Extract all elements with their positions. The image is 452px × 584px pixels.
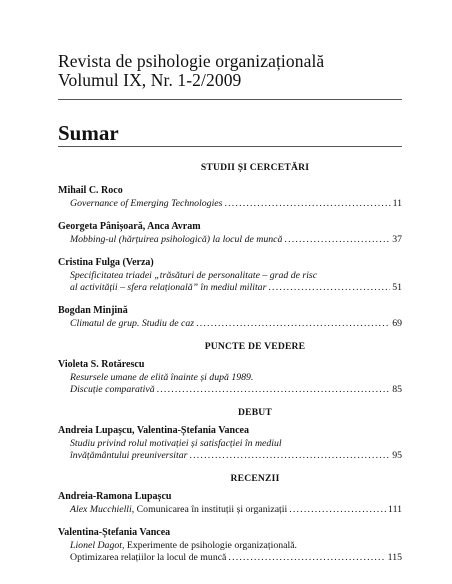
entry-title-last-line	[70, 318, 402, 330]
entry-title-text: al activității – sfera relațională” în mediul militar	[70, 282, 267, 293]
dot-leader	[289, 504, 386, 516]
section-title: DEBUT	[237, 407, 273, 418]
table-of-contents	[58, 162, 402, 575]
entry-title-italic: Alex Mucchielli,	[70, 504, 135, 515]
toc-entry	[58, 305, 402, 330]
dot-leader	[224, 198, 390, 210]
entry-author: Violeta S. Rotărescu	[58, 359, 145, 370]
entry-title-plain: Comunicarea în instituții și organizații	[134, 504, 288, 515]
toc-entry	[58, 491, 402, 516]
entry-title-line: Resursele umane de elită înainte și după 1989.	[70, 372, 254, 383]
dot-leader	[196, 318, 390, 330]
header-divider-top	[58, 99, 402, 100]
entry-title-plain: Experimente de psihologie organizațională.	[124, 540, 298, 551]
toc-entry	[58, 185, 402, 210]
entry-title-line: Specificitatea triadei „trăsături de personalitate – grad de risc	[70, 270, 318, 281]
dot-leader	[268, 282, 390, 294]
entry-title	[70, 438, 402, 462]
entry-author: Andreia Lupașcu, Valentina-Ștefania Vancea	[58, 425, 249, 436]
page-number: 69	[392, 318, 402, 329]
entry-title-last-line	[70, 198, 402, 210]
entry-title	[70, 270, 402, 294]
entry-author: Georgeta Pânișoară, Anca Avram	[58, 221, 201, 232]
entry-author: Andreia-Ramona Lupașcu	[58, 491, 172, 502]
entry-title-text: Governance of Emerging Technologies	[70, 198, 223, 209]
entry-title-last-line	[70, 504, 402, 516]
journal-header	[58, 52, 324, 90]
entry-title	[70, 234, 402, 246]
toc-entry	[58, 359, 402, 396]
entry-title-text	[70, 504, 287, 516]
entry-title-text: Optimizarea relațiilor la locul de muncă	[70, 552, 227, 563]
entry-title	[70, 504, 402, 516]
page-number: 51	[392, 282, 402, 293]
dot-leader	[228, 552, 385, 564]
page-number: 115	[387, 552, 402, 563]
toc-entry	[58, 257, 402, 294]
entry-title-last-line	[70, 384, 402, 396]
page-number: 37	[392, 234, 402, 245]
entry-title-last-line	[70, 450, 402, 462]
header-divider-bottom	[58, 146, 402, 147]
entry-title-text: învățământului preuniversitar	[70, 450, 188, 461]
toc-entry	[58, 527, 402, 564]
entry-title-text: Climatul de grup. Studiu de caz	[70, 318, 195, 329]
page-number: 111	[388, 504, 402, 515]
page-number: 85	[392, 384, 402, 395]
entry-title	[70, 372, 402, 396]
entry-title-line: Studiu privind rolul motivației și satisfacției în mediul	[70, 438, 282, 449]
toc-entry	[58, 221, 402, 246]
entry-author: Cristina Fulga (Verza)	[58, 257, 154, 268]
journal-title: Revista de psihologie organizațională	[58, 51, 325, 71]
page-number: 95	[392, 450, 402, 461]
dot-leader	[157, 384, 391, 396]
journal-volume: Volumul IX, Nr. 1-2/2009	[58, 70, 242, 90]
entry-title-last-line	[70, 282, 402, 294]
entry-title-line	[70, 540, 402, 552]
entry-title-text: Mobbing-ul (hărțuirea psihologică) la locul de muncă	[70, 234, 283, 245]
entry-title-text: Discuție comparativă	[70, 384, 155, 395]
entry-title	[70, 198, 402, 210]
dot-leader	[189, 450, 390, 462]
entry-author: Mihail C. Roco	[58, 185, 123, 196]
entry-title-last-line	[70, 552, 402, 564]
entry-author: Valentina-Ștefania Vancea	[58, 527, 171, 538]
entry-title	[70, 318, 402, 330]
entry-title-last-line	[70, 234, 402, 246]
page-title: Sumar	[58, 121, 119, 145]
toc-entry	[58, 425, 402, 462]
section-title: STUDII ȘI CERCETĂRI	[200, 162, 310, 173]
section-title: RECENZII	[230, 473, 280, 484]
entry-author: Bogdan Minjină	[58, 305, 128, 316]
page-number: 11	[392, 198, 402, 209]
dot-leader	[284, 234, 390, 246]
section-title: PUNCTE DE VEDERE	[204, 341, 306, 352]
entry-title	[70, 540, 402, 564]
entry-title-italic: Lionel Dagot,	[70, 540, 125, 551]
